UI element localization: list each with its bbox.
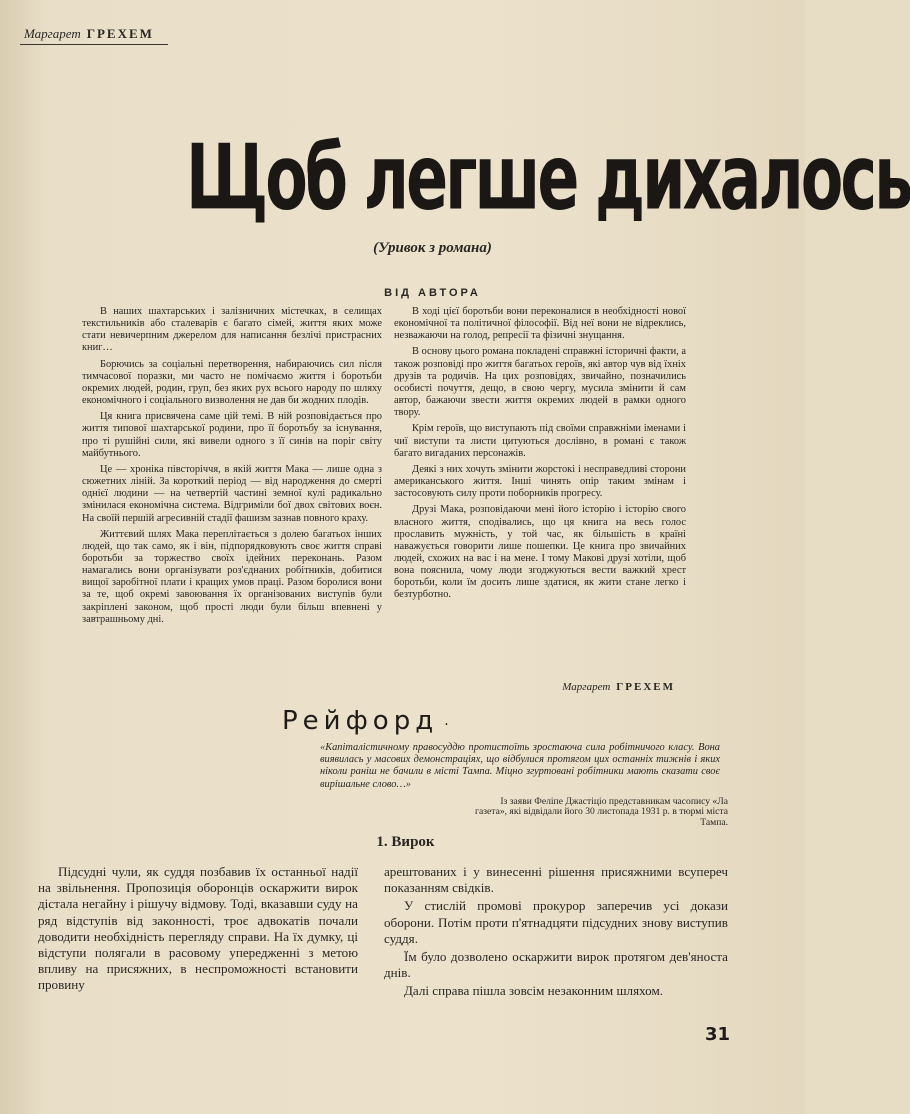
running-head-last-name: ГРЕХЕМ (86, 26, 154, 41)
page-number: 31 (705, 1024, 731, 1045)
preface-column-right (394, 306, 686, 606)
signature-first-name: Маргарет (562, 681, 611, 693)
title-dot: · (444, 717, 449, 733)
story-column-left (38, 864, 358, 996)
paragraph: Крім героїв, що виступають під своїми справжніми іменами і чиї виступи та листи цитуються дослівно, в романі є також багато вигаданих персонажів. (394, 423, 686, 459)
paragraph: арештованих і у винесенні рішення присяжними всупереч показанням свідків. (384, 864, 728, 896)
paragraph: Друзі Мака, розповідаючи мені його історію і історію свого власного життя, сподівались, що ця книга на весь голос прославить мужність, у той час, як більшість в країні наважується говорити лише пошепки. Це книга про звичайних людей, схожих на вас і на мене. І тому Макові друзі хотіли, щоб вона пояснила, чому люди згоджуються вести важкий хрест боротьби, коли їм досить лише здатися, як жити стане легко і безтурботно. (394, 504, 686, 601)
story-title (282, 706, 449, 736)
preface-label: ВІД АВТОРА (384, 287, 481, 299)
subtitle: (Уривок з романа) (373, 240, 492, 256)
story-column-right (384, 864, 728, 1002)
epigraph: «Капіталістичному правосуддю протистоїть зростаюча сила робітничого класу. Вона виявилась у масових демонстраціях, що відбулися протягом цих останніх тижнів і яких ніколи раніш не бачили в місті Тампа. Міцно згуртовані робітники мають сказати своє вирішальне слово…» (320, 742, 720, 790)
paragraph: Підсудні чули, як суддя позбавив їх останньої надії на звільнення. Пропозиція оборонців оскаржити вирок дістала негайну і рішучу відмову. Тоді, вказавши суду на ряд відступів від законності, троє адвокатів почали доводити необхідність перегляду справи. На їх думку, ці відступи полягали в расовому упередженні з метою впливу на присяжних, в неспроможності встановити провину (38, 864, 358, 993)
paragraph: Їм було дозволено оскаржити вирок протягом дев'яноста днів. (384, 949, 728, 981)
author-signature (562, 681, 675, 693)
paragraph: Це — хроніка півсторіччя, в якій життя Мака — лише одна з сюжетних ліній. За короткий період — від народження до смерті однієї людини — на четвертій частині земної кулі радикально змінилася економічна система. Відгриміли бої двох світових воєн. На своїй першій агресивній стадії фашизм зазнав повного краху. (82, 463, 382, 524)
running-head-rule (20, 44, 168, 45)
page-title: Щоб легше дихалось (186, 124, 910, 231)
running-head (24, 26, 154, 42)
paragraph: У стислій промові прокурор заперечив усі докази оборони. Потім проти п'ятнадцяти підсудних знову виступив суддя. (384, 898, 728, 946)
paragraph: Борючись за соціальні перетворення, набираючись сил після тимчасової поразки, ми часто не помічаємо життя і боротьби окремих людей, родин, груп, без яких рух всього народу по шляху економічного і соціального визволення не дав би жодних плодів. (82, 358, 382, 407)
paragraph: Далі справа пішла зовсім незаконним шляхом. (404, 983, 664, 999)
epigraph-source: Із заяви Феліпе Джастіціо представникам часопису «Ла газета», які відвідали його 30 листопада 1931 р. в тюрмі міста Тампа. (475, 796, 728, 828)
paragraph: Життєвий шлях Мака переплітається з долею багатьох інших людей, що так само, як і він, підпорядковують своє життя справі боротьби за торжество своїх ідейних переконань. Разом намагались вони організувати роз'єднаних робітників, добитися вищої заробітної плати і кращих умов праці. Разом боролися вони за те, щоб окремі завоювання їх організованих виступів були закріплені законом, щоб прості люди були більш впевнені у завтрашньому дні. (82, 528, 382, 625)
paragraph: Ця книга присвячена саме цій темі. В ній розповідається про життя типової шахтарської родини, про її боротьбу за існування, про ті рушійні сили, які вивели одного з її синів на поріг світу майбутнього. (82, 411, 382, 459)
paragraph: В наших шахтарських і залізничних містечках, в селищах текстильників або сталеварів є багато сімей, життя яких може стати невичерпним джерелом для написання безлічі пристрасних книг… (82, 306, 382, 354)
paragraph: Деякі з них хочуть змінити жорстокі і несправедливі сторони американського життя. Інші чинять опір таким змінам і застосовують силу проти поборників прогресу. (394, 463, 686, 500)
signature-last-name: ГРЕХЕМ (616, 681, 675, 693)
running-head-first-name: Маргарет (24, 26, 81, 41)
chapter-heading: 1. Вирок (376, 834, 435, 850)
paragraph: В основу цього романа покладені справжні історичні факти, а також розповіді про життя багатьох героїв, які автор чув від їхніх друзів та родичів. На цих розповідях, звичайно, позначились особисті почуття, дещо, в свою чергу, мусила змінити й сам автор, бажаючи звести життя окремих людей в рамки одного твору. (394, 346, 686, 419)
preface-column-left (82, 306, 382, 630)
paragraph: В ході цієї боротьби вони переконалися в необхідності нової економічної та політичної філософії. Від неї вони не відреклись, незважаючи на голод, репресії та фізичні знущання. (394, 306, 686, 342)
story-title-text: Рейфорд (282, 706, 439, 736)
